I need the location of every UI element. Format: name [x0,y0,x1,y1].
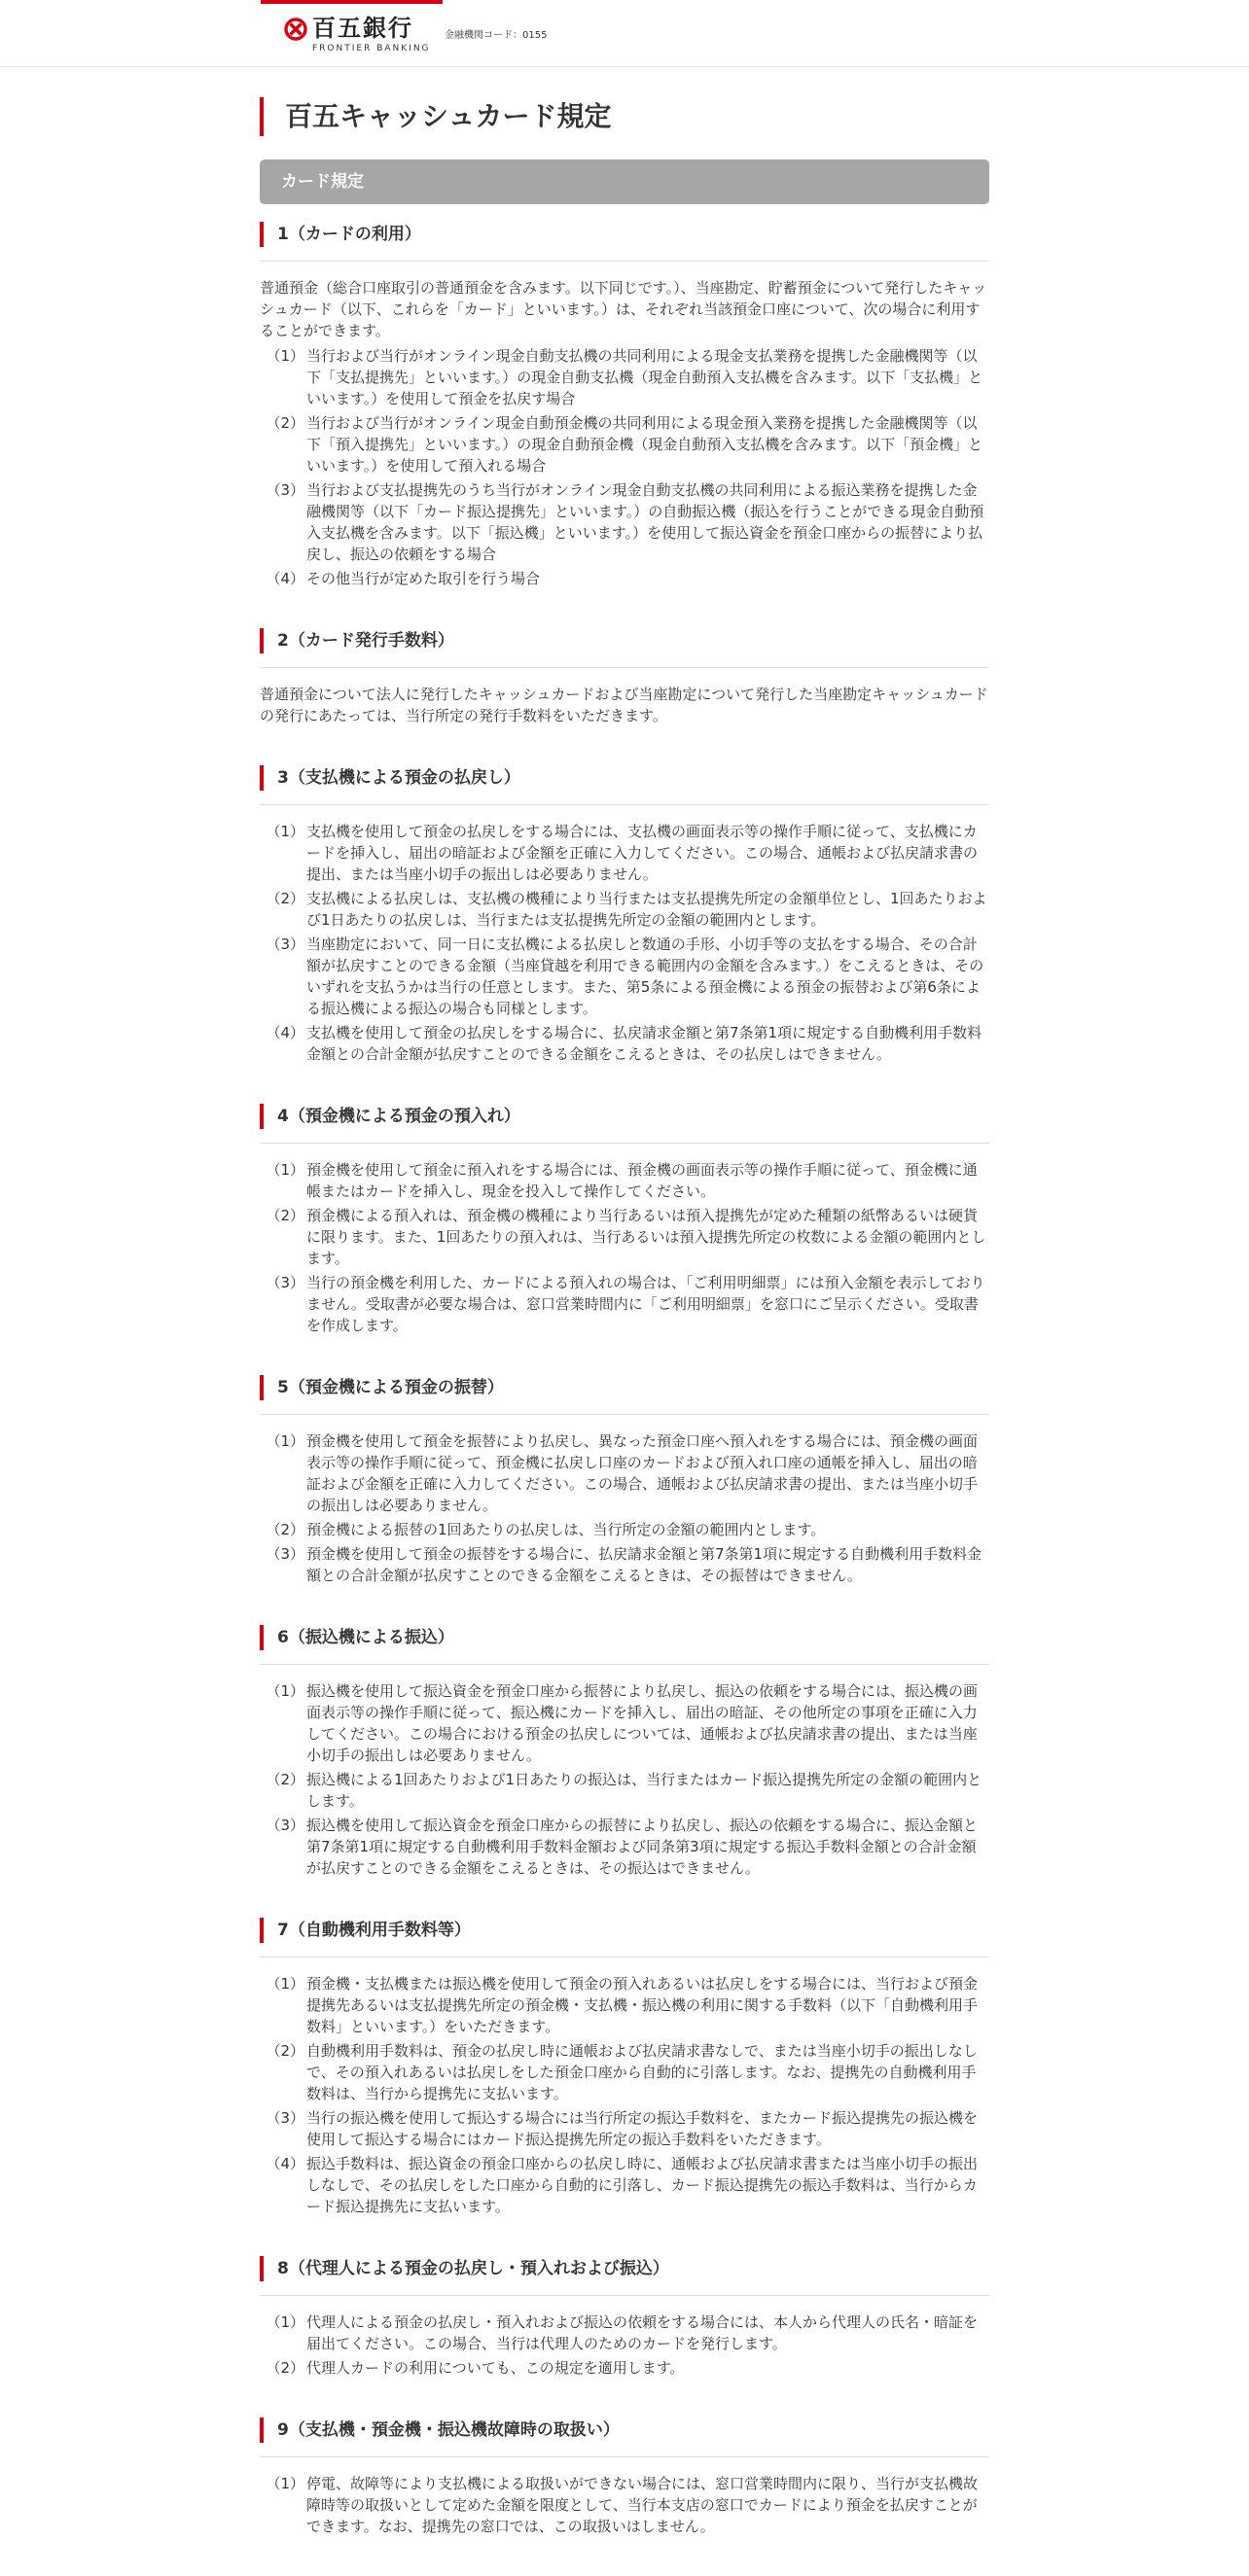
article-title: 6（振込機による振込） [260,1625,989,1650]
list-item-number: （1） [266,823,304,840]
article-divider [260,1664,989,1665]
list-item-number: （4） [266,1024,304,1041]
list-item-number: （1） [266,2475,304,2492]
article-body: 普通預金について法人に発行したキャッシュカードおよび当座勘定について発行した当座勘定キャッシュカードの発行にあたっては、当行所定の発行手数料をいただきます。 [260,686,988,724]
list-item [260,1815,989,1879]
list-item-text: 預金機による預入れは、預金機の機種により当行あるいは預入提携先が定めた種類の紙幣あるいは硬貨に限ります。また、1回あたりの預入れは、当行あるいは預入提携先所定の枚数による金額の範囲内とします。 [306,1207,986,1267]
list-item-text: 支払機を使用して預金の払戻しをする場合には、支払機の画面表示等の操作手順に従って、支払機にカードを挿入し、届出の暗証および金額を正確に入力してください。この場合、通帳および払戻請求書の提出、または当座小切手の振出しは必要ありません。 [306,823,979,883]
article-divider [260,1957,989,1958]
article-item-list [260,2473,989,2537]
article-title: 2（カード発行手数料） [260,628,989,653]
list-item-text: 支払機を使用して預金の払戻しをする場合に、払戻請求金額と第7条第1項に規定する自動機利用手数料金額との合計金額が払戻すことのできる金額をこえるときは、その払戻しはできません。 [306,1024,982,1063]
article-item-list [260,345,989,589]
article-title: 7（自動機利用手数料等） [260,1918,989,1943]
list-item [260,1205,989,1269]
list-item [260,2040,989,2104]
list-item [260,568,989,589]
list-item [260,1680,989,1766]
article-title: 4（預金機による預金の預入れ） [260,1104,989,1129]
list-item-text: 代理人による預金の払戻し・預入れおよび振込の依頼をする場合には、本人から代理人の氏名・暗証を届出てください。この場合、当行は代理人のためのカードを発行します。 [306,2313,979,2352]
article-section [260,1375,989,1586]
list-item-number: （2） [266,890,304,907]
list-item-number: （2） [266,414,304,432]
article-item-list [260,1680,989,1879]
article-body: 普通預金（総合口座取引の普通預金を含みます。以下同じです。）、当座勘定、貯蓄預金について発行したキャッシュカード（以下、これらを「カード」といいます。）は、それぞれ当該預金口座について、次の場合に利用することができます。 [260,279,987,339]
article-divider [260,804,989,805]
article-section [260,2417,989,2537]
list-item-text: 預金機を使用して預金を振替により払戻し、異なった預金口座へ預入れをする場合には、預金機の画面表示等の操作手順に従って、預金機に払戻し口座のカードおよび預入れ口座の通帳を挿入し、届出の暗証および金額を正確に入力してください。この場合、通帳および払戻請求書の提出、または当座小切手の振出しは必要ありません。 [306,1432,979,1514]
article-divider [260,1143,989,1144]
list-item-text: 当座勘定において、同一日に支払機による払戻しと数通の手形、小切手等の支払をする場合、その合計額が払戻すことのできる金額（当座貸越を利用できる範囲内の金額を含みます。）をこえるときは、そのいずれを支払うかは当行の任意とします。また、第5条による預金機による預金の振替および第6条による振込機による振込の場合も同様とします。 [306,935,984,1017]
list-item-number: （1） [266,1432,304,1450]
list-item-number: （4） [266,2155,304,2172]
list-item-text: 支払機による払戻しは、支払機の機種により当行または支払提携先所定の金額単位とし、1回あたりおよび1日あたりの払戻しは、当行または支払提携先所定の金額の範囲内とします。 [306,890,987,929]
list-item [260,821,989,885]
list-item [260,1519,989,1540]
list-item [260,1159,989,1202]
site-header [0,0,1249,67]
list-item-number: （1） [266,1161,304,1179]
list-item-number: （2） [266,1521,304,1538]
list-item-number: （1） [266,2313,304,2331]
main-content [260,97,989,2576]
article-section [260,765,989,1065]
list-item [260,1769,989,1812]
list-item-text: 当行の預金機を利用した、カードによる預入れの場合は、「ご利用明細票」には預入金額を表示しておりません。受取書が必要な場合は、窓口営業時間内に「ご利用明細票」を窓口にご呈示ください。受取書を作成します。 [306,1274,985,1334]
article-divider [260,1414,989,1415]
list-item-text: 振込手数料は、振込資金の預金口座からの払戻し時に、通帳および払戻請求書または当座小切手の振出しなしで、その払戻しをした口座から自動的に引落し、カード振込提携先の振込手数料は、当行からカード振込提携先に支払います。 [306,2155,979,2215]
list-item-text: 振込機を使用して振込資金を預金口座からの振替により払戻し、振込の依頼をする場合に、振込金額と第7条第1項に規定する自動機利用手数料金額および同条第3項に規定する振込手数料金額との合計金額が払戻すことのできる金額をこえるときは、その振込はできません。 [306,1817,979,1877]
list-item-number: （1） [266,347,304,365]
article-divider [260,2295,989,2296]
list-item [260,479,989,565]
page-title: 百五キャッシュカード規定 [260,97,989,136]
logo-name: 百五銀行 [312,15,413,42]
list-item-number: （2） [266,2359,304,2377]
list-item [260,888,989,931]
list-item-text: 当行および当行がオンライン現金自動預金機の共同利用による現金預入業務を提携した金融機関等（以下「預入提携先」といいます。）の現金自動預金機（現金自動預入支払機を含みます。以下「預金機」といいます。）を使用して預入れる場合 [306,414,983,475]
list-item [260,1272,989,1336]
list-item-text: 停電、故障等により支払機による取扱いができない場合には、窓口営業時間内に限り、当行が支払機故障時等の取扱いとして定めた金額を限度として、当行本支店の窓口でカードにより預金を払戻すことができます。なお、提携先の窓口では、この取扱いはしません。 [306,2475,979,2535]
list-item-number: （3） [266,1274,304,1291]
bank-code: 金融機関コード：0155 [445,30,548,41]
article-item-list [260,1430,989,1586]
article-item-list [260,1973,989,2217]
list-item [260,412,989,476]
article-divider [260,2456,989,2457]
list-item-number: （3） [266,481,304,499]
list-item [260,1430,989,1516]
list-item [260,345,989,409]
article-title: 1（カードの利用） [260,222,989,247]
article-item-list [260,821,989,1065]
list-item [260,2357,989,2379]
article-section [260,2256,989,2379]
list-item-number: （3） [266,1817,304,1834]
list-item-number: （2） [266,1207,304,1224]
list-item [260,1973,989,2037]
list-item-text: 預金機・支払機または振込機を使用して預金の預入れあるいは払戻しをする場合には、当行および預金提携先あるいは支払提携先所定の預金機・支払機・振込機の利用に関する手数料（以下「自動機利用手数料」といいます。）をいただきます。 [306,1975,979,2035]
list-item [260,1543,989,1586]
article-section [260,1104,989,1336]
logo-subtitle: FRONTIER BANKING [312,44,431,53]
list-item [260,2311,989,2354]
list-item-number: （1） [266,1682,304,1700]
bank-logo[interactable] [284,16,431,54]
list-item [260,2153,989,2217]
list-item-number: （3） [266,2109,304,2127]
bank-logo-mark-icon [284,18,307,41]
article-title: 8（代理人による預金の払戻し・預入れおよび振込） [260,2256,989,2281]
list-item [260,2107,989,2150]
article-section [260,1625,989,1879]
list-item-text: 預金機を使用して預金の振替をする場合に、払戻請求金額と第7条第1項に規定する自動機利用手数料金額との合計金額が払戻すことのできる金額をこえるときは、その振替はできません。 [306,1545,982,1584]
list-item-text: その他当行が定めた取引を行う場合 [306,570,541,587]
article-item-list [260,1159,989,1336]
list-item-text: 当行および支払提携先のうち当行がオンライン現金自動支払機の共同利用による振込業務を提携した金融機関等（以下「カード振込提携先」といいます。）の自動振込機（振込を行うことができる現金自動預入支払機を含みます。以下「振込機」といいます。）を使用して振込資金を預金口座からの振替により払戻し、振込の依頼をする場合 [306,481,984,563]
article-section [260,222,989,589]
list-item [260,2473,989,2537]
brand-accent-bar [261,0,443,4]
logo-text [312,16,431,54]
list-item-text: 代理人カードの利用についても、この規定を適用します。 [306,2359,685,2377]
header-inner [261,0,1000,66]
article-item-list [260,2311,989,2379]
list-item-text: 当行および当行がオンライン現金自動支払機の共同利用による現金支払業務を提携した金融機関等（以下「支払提携先」といいます。）の現金自動支払機（現金自動預入支払機を含みます。以下「支払機」といいます。）を使用して預金を払戻す場合 [306,347,983,407]
list-item-number: （4） [266,570,304,587]
list-item-text: 振込機を使用して振込資金を預金口座から振替により払戻し、振込の依頼をする場合には、振込機の画面表示等の操作手順に従って、振込機にカードを挿入し、届出の暗証、その他所定の事項を正確に入力してください。この場合における預金の払戻しについては、通帳および払戻請求書の提出、または当座小切手の振出しは必要ありません。 [306,1682,979,1764]
article-list [260,222,989,2537]
list-item-text: 振込機による1回あたりおよび1日あたりの振込は、当行またはカード振込提携先所定の金額の範囲内とします。 [306,1771,982,1810]
list-item-number: （2） [266,2042,304,2060]
article-title: 3（支払機による預金の払戻し） [260,765,989,791]
list-item-number: （3） [266,1545,304,1563]
article-divider [260,261,989,262]
list-item [260,934,989,1019]
article-title: 9（支払機・預金機・振込機故障時の取扱い） [260,2417,989,2443]
article-section [260,1918,989,2217]
section-banner: カード規定 [260,159,989,204]
list-item-number: （1） [266,1975,304,1993]
list-item-number: （2） [266,1771,304,1788]
article-title: 5（預金機による預金の振替） [260,1375,989,1400]
article-section [260,628,989,726]
list-item-text: 預金機を使用して預金に預入れをする場合には、預金機の画面表示等の操作手順に従って、預金機に通帳またはカードを挿入し、現金を投入して操作してください。 [306,1161,978,1200]
list-item-text: 預金機による振替の1回あたりの払戻しは、当行所定の金額の範囲内とします。 [306,1521,826,1538]
list-item [260,1022,989,1065]
list-item-number: （3） [266,935,304,953]
list-item-text: 当行の振込機を使用して振込する場合には当行所定の振込手数料を、またカード振込提携先の振込機を使用して振込する場合にはカード振込提携先所定の振込手数料をいただきます。 [306,2109,979,2148]
article-divider [260,667,989,668]
list-item-text: 自動機利用手数料は、預金の払戻し時に通帳および払戻請求書なしで、または当座小切手の振出しなしで、その預入れあるいは払戻しをした預金口座から自動的に引落します。なお、提携先の自動機利用手数料は、当行から提携先に支払います。 [306,2042,978,2102]
